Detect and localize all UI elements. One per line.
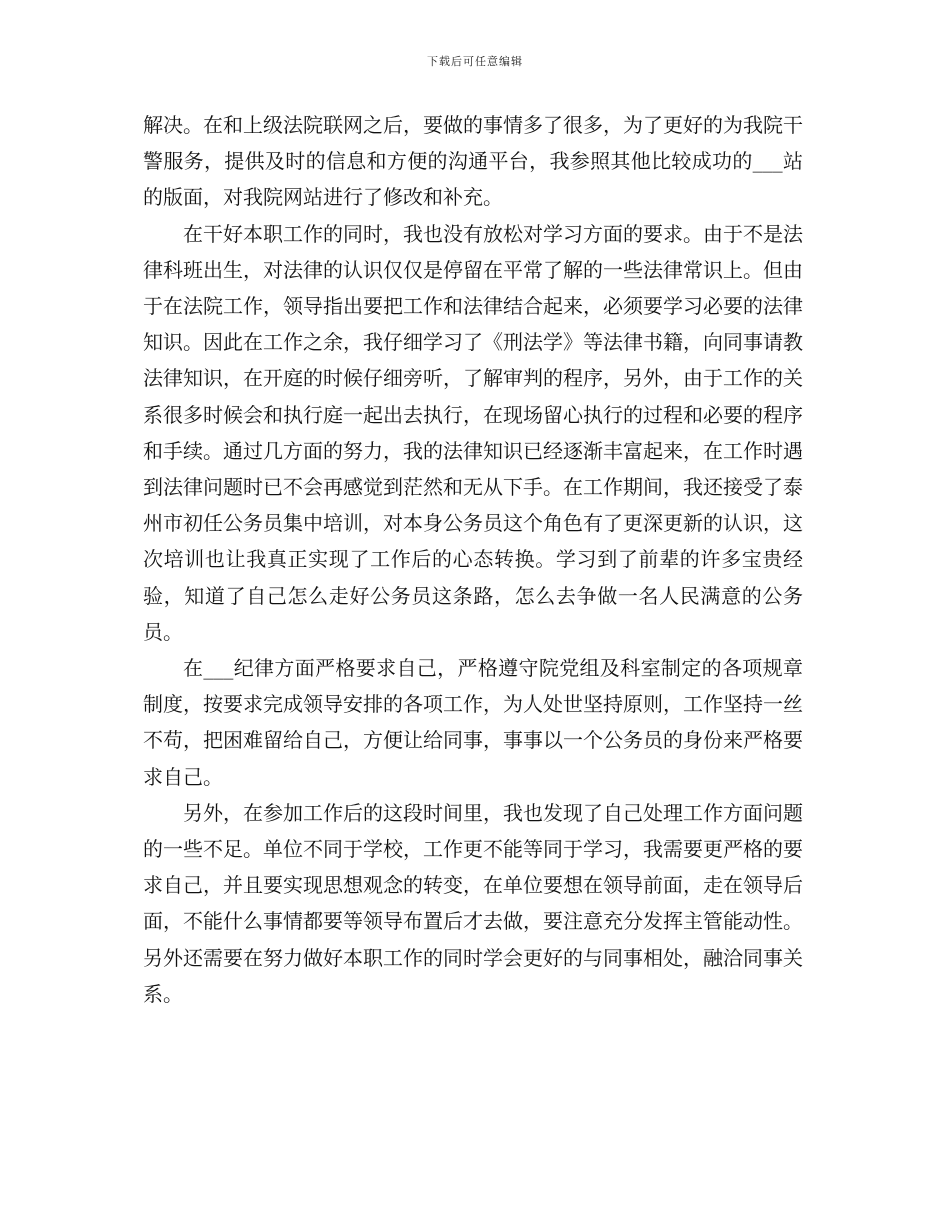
paragraph-shortcomings: 另外，在参加工作后的这段时间里，我也发现了自己处理工作方面问题的一些不足。单位不同于学校，工作更不能等同于学习，我需要更严格的要求自己，并且要实现思想观念的转变，在单位要想在领导前面，走在领导后面，不能什么事情都要等领导布置后才去做，要注意充分发挥主管能动性。另外还需要在努力做好本职工作的同时学会更好的与同事相处，融洽同事关系。: [143, 800, 803, 1006]
paragraph-study: 在干好本职工作的同时，我也没有放松对学习方面的要求。由于不是法律科班出生，对法律的认识仅仅是停留在平常了解的一些法律常识上。但由于在法院工作，领导指出要把工作和法律结合起来，必须要学习必要的法律知识。因此在工作之余，我仔细学习了《刑法学》等法律书籍，向同事请教法律知识，在开庭的时候仔细旁听，了解审判的程序，另外，由于工作的关系很多时候会和执行庭一起出去执行，在现场留心执行的过程和必要的程序和手续。通过几方面的努力，我的法律知识已经逐渐丰富起来，在工作时遇到法律问题时已不会再感觉到茫然和无从下手。在工作期间，我还接受了泰州市初任公务员集中培训，对本身公务员这个角色有了更深更新的认识，这次培训也让我真正实现了工作后的心态转换。学习到了前辈的许多宝贵经验，知道了自己怎么走好公务员这条路，怎么去争做一名人民满意的公务员。: [143, 221, 803, 644]
paragraph-continuation: 解决。在和上级法院联网之后，要做的事情多了很多，为了更好的为我院干警服务，提供及时的信息和方便的沟通平台，我参照其他比较成功的___站的版面，对我院网站进行了修改和补充。: [143, 113, 803, 210]
document-body: [143, 107, 803, 1012]
page-header: 下载后可任意编辑: [427, 55, 523, 68]
paragraph-discipline: 在___纪律方面严格要求自己，严格遵守院党组及科室制定的各项规章制度，按要求完成领导安排的各项工作，为人处世坚持原则，工作坚持一丝不苟，把困难留给自己，方便让给同事，事事以一个公务员的身份来严格要求自己。: [143, 656, 803, 789]
